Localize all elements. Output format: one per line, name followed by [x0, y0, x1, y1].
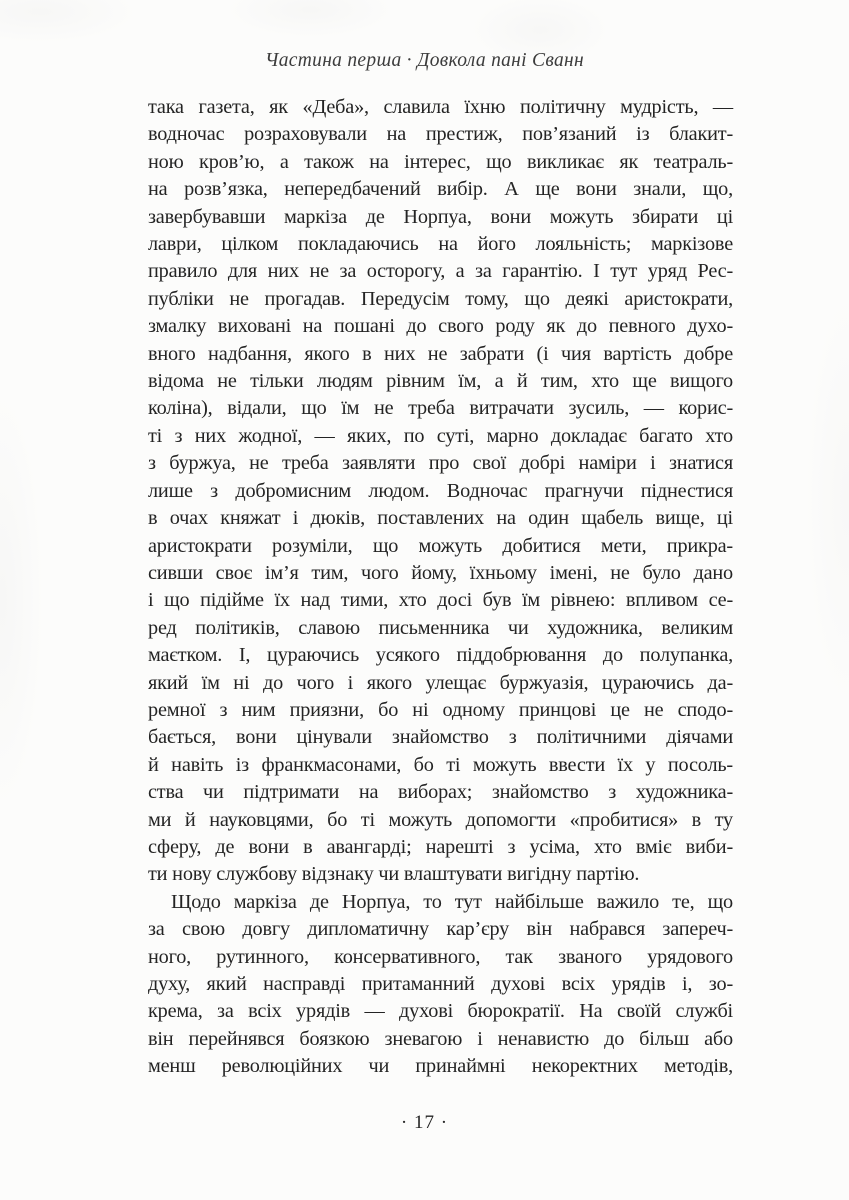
text-line: ною кров’ю, а також на інтерес, що викликає як театраль- — [148, 150, 733, 173]
text-line: духу, який насправді притаманний духові всіх урядів і, зо- — [148, 973, 733, 995]
text-line: з буржуа, не треба заявляти про свої добрі наміри і знатися — [148, 452, 733, 475]
body-text — [148, 94, 733, 1081]
running-head: Частина перша · Довкола пані Сванн — [265, 50, 584, 71]
text-line: вного надбання, якого в них не забрати (і чия вартість добре — [148, 342, 733, 365]
text-line: маєтком. І, цураючись усякого піддобрювання до полупанка, — [148, 644, 733, 667]
text-line: правило для них не за осторогу, а за гарантію. І тут уряд Рес- — [148, 260, 733, 283]
text-line: ства чи підтримати на виборах; знайомство з художника- — [148, 781, 733, 804]
text-line: на розв’язка, непередбачений вибір. А ще вони знали, що, — [148, 178, 733, 201]
text-line: ремної з ним приязни, бо ні одному принцові це не сподо- — [148, 698, 733, 721]
text-line: ного, рутинного, консервативного, так званого урядового — [148, 945, 733, 968]
text-line: публіки не прогадав. Передусім тому, що деякі аристократи, — [148, 287, 733, 310]
text-line: менш революційних чи принаймні некоректних методів, — [148, 1055, 733, 1078]
text-line: відома не тільки людям рівним їм, а й тим, хто ще вищого — [148, 370, 733, 393]
text-line: бається, вони цінували знайомство з політичними діячами — [148, 726, 733, 749]
text-line: коліна), відали, що їм не треба витрачати зусиль, — корис- — [148, 397, 733, 420]
text-line: сивши своє ім’я тим, чого йому, їхньому імені, не було дано — [148, 561, 733, 584]
text-line: така газета, як «Деба», славила їхню політичну мудрість, — — [148, 96, 733, 118]
text-line: ми й науковцями, бо ті можуть допомогти «пробитися» в ту — [148, 808, 733, 831]
text-line: ті з них жодної, — яких, по суті, марно докладає багато хто — [148, 424, 733, 447]
text-line: крема, за всіх урядів — духові бюрократії. На своїй службі — [148, 1000, 733, 1023]
text-line: аристократи розуміли, що можуть добитися мети, прикра- — [148, 534, 733, 557]
text-line: ред політиків, славою письменника чи художника, великим — [148, 616, 733, 639]
text-line: й навіть із франкмасонами, бо ті можуть ввести їх у посоль- — [148, 753, 733, 776]
text-line: лаври, цілком покладаючись на його лояльність; маркізове — [148, 233, 733, 256]
text-line: сферу, де вони в авангарді; нарешті з усіма, хто вміє виби- — [148, 835, 733, 858]
text-line: він перейнявся боязкою зневагою і ненавистю до більш або — [148, 1027, 733, 1050]
text-line: в очах княжат і дюків, поставлених на один щабель вище, ці — [148, 507, 733, 530]
text-line: за свою довгу дипломатичну кар’єру він набрався запереч- — [148, 918, 733, 941]
text-line: Щодо маркіза де Норпуа, то тут найбільше важило те, що — [171, 890, 733, 913]
text-line: водночас розраховували на престиж, пов’язаний із блакит- — [148, 123, 733, 146]
text-line: змалку виховані на пошані до свого роду як до певного духо- — [148, 315, 733, 338]
page-number: · 17 · — [400, 1112, 449, 1133]
text-line: який їм ні до чого і якого улещає буржуазія, цураючись да- — [148, 671, 733, 694]
paragraph — [148, 94, 733, 889]
text-line: лише з добромисним людом. Водночас прагнучи піднестися — [148, 479, 733, 502]
paragraph — [148, 889, 733, 1081]
text-line: ти нову службову відзнаку чи влаштувати вигідну партію. — [148, 863, 640, 886]
text-line: завербувавши маркіза де Норпуа, вони можуть збирати ці — [148, 205, 733, 228]
text-line: і що підійме їх над тими, хто досі був їм рівнею: впливом се- — [148, 589, 733, 612]
